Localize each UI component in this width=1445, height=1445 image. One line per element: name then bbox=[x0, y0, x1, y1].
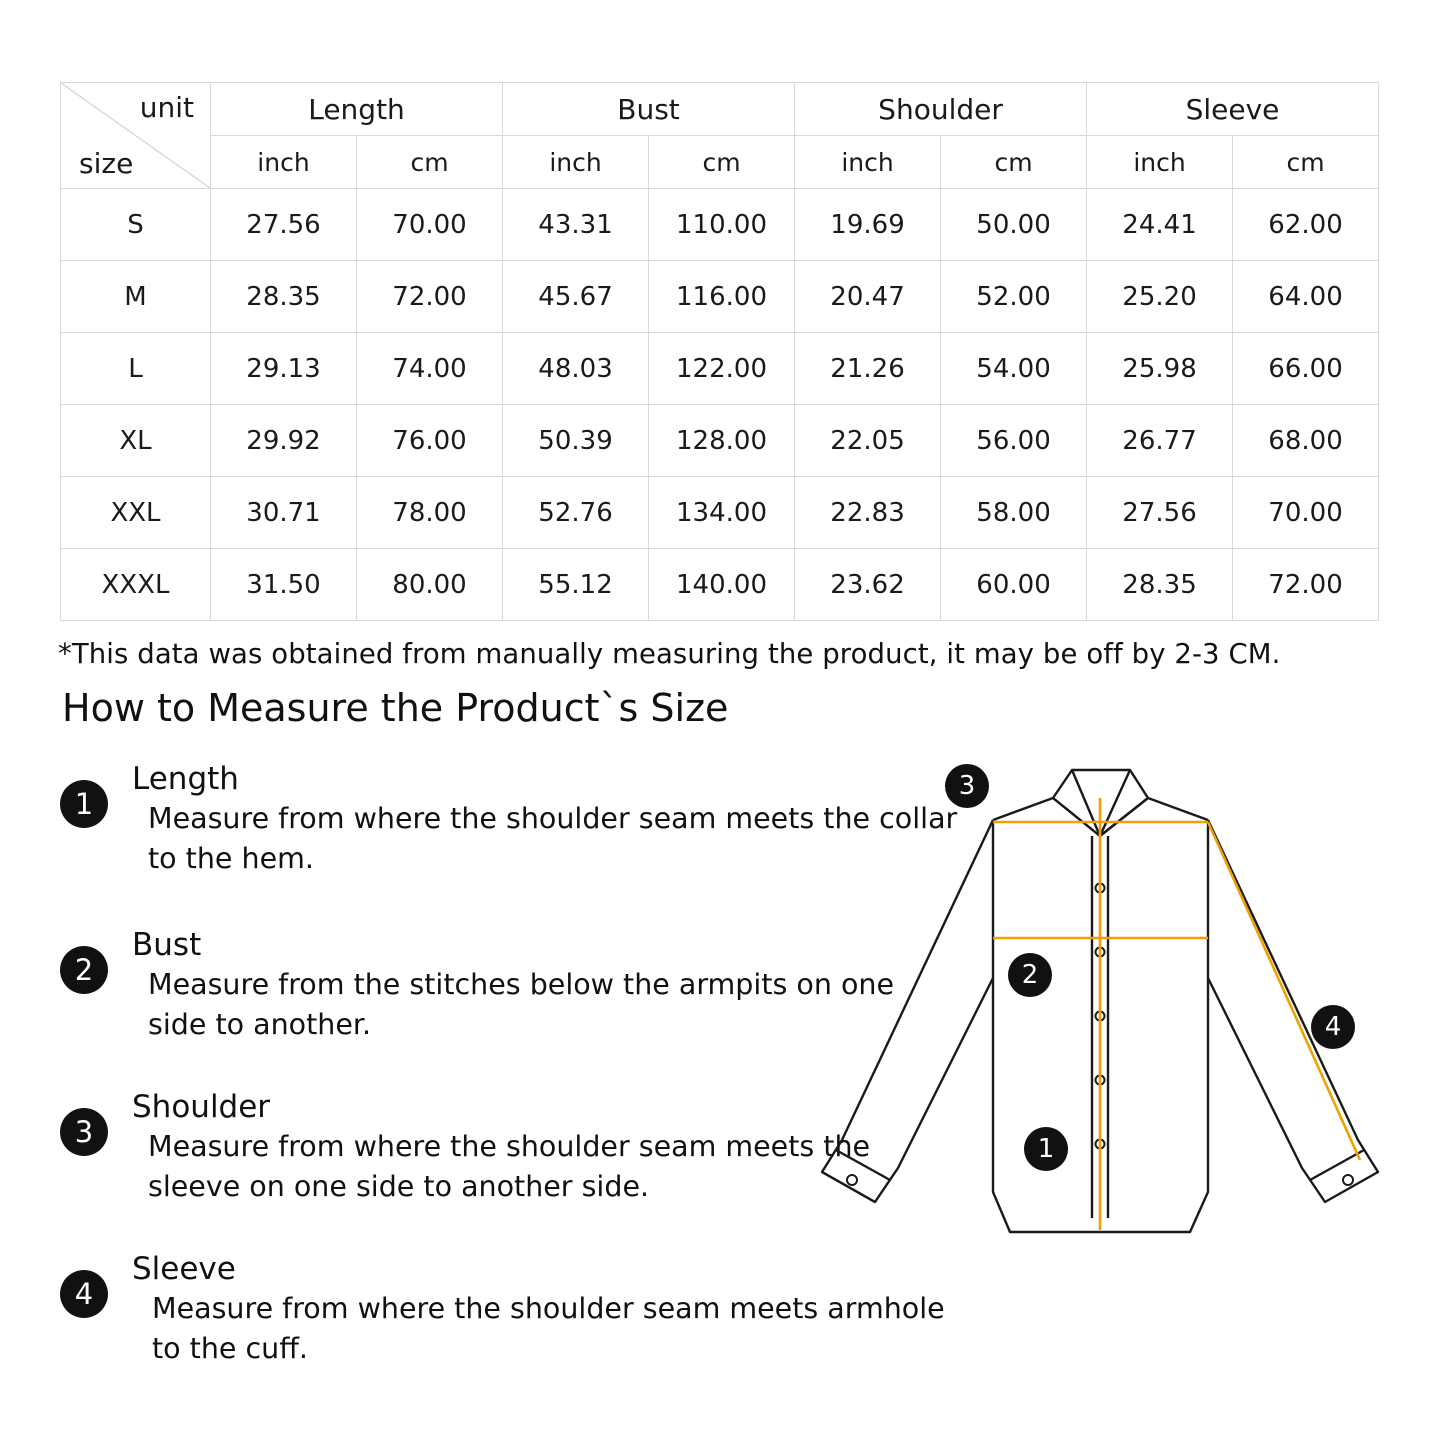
cell: 78.00 bbox=[357, 477, 503, 549]
cell: 140.00 bbox=[649, 549, 795, 621]
cell: 52.00 bbox=[941, 261, 1087, 333]
step-description: Measure from where the shoulder seam meets the collar to the hem. bbox=[148, 802, 958, 876]
row-size-label: XXL bbox=[61, 477, 211, 549]
cell: 30.71 bbox=[211, 477, 357, 549]
step-description: Measure from where the shoulder seam meets armhole to the cuff. bbox=[152, 1291, 945, 1366]
cell: 72.00 bbox=[357, 261, 503, 333]
row-size-label: XL bbox=[61, 405, 211, 477]
cell: 80.00 bbox=[357, 549, 503, 621]
cell: 54.00 bbox=[941, 333, 1087, 405]
table-row bbox=[61, 405, 1379, 477]
subheader-bust-inch: inch bbox=[503, 136, 649, 189]
subheader-sleeve-inch: inch bbox=[1087, 136, 1233, 189]
cell: 25.98 bbox=[1087, 333, 1233, 405]
cell: 55.12 bbox=[503, 549, 649, 621]
step-number-badge: 1 bbox=[60, 780, 108, 828]
subheader-length-inch: inch bbox=[211, 136, 357, 189]
subheader-sleeve-cm: cm bbox=[1233, 136, 1379, 189]
table-subheader-row bbox=[61, 136, 1379, 189]
table-group-header-row bbox=[61, 83, 1379, 136]
step-title: Bust bbox=[132, 926, 202, 963]
cell: 52.76 bbox=[503, 477, 649, 549]
cell: 27.56 bbox=[1087, 477, 1233, 549]
table-row bbox=[61, 477, 1379, 549]
subheader-length-cm: cm bbox=[357, 136, 503, 189]
size-table-container bbox=[60, 82, 1373, 621]
cell: 22.83 bbox=[795, 477, 941, 549]
cell: 22.05 bbox=[795, 405, 941, 477]
cell: 72.00 bbox=[1233, 549, 1379, 621]
diagram-badge-bust: 2 bbox=[1008, 953, 1052, 997]
cell: 70.00 bbox=[1233, 477, 1379, 549]
cell: 122.00 bbox=[649, 333, 795, 405]
cell: 28.35 bbox=[1087, 549, 1233, 621]
cell: 24.41 bbox=[1087, 189, 1233, 261]
cell: 134.00 bbox=[649, 477, 795, 549]
cell: 70.00 bbox=[357, 189, 503, 261]
size-label: size bbox=[79, 147, 134, 180]
row-size-label: XXXL bbox=[61, 549, 211, 621]
table-row bbox=[61, 189, 1379, 261]
subheader-shoulder-cm: cm bbox=[941, 136, 1087, 189]
step-number-badge: 3 bbox=[60, 1108, 108, 1156]
page-title: How to Measure the Product`s Size bbox=[62, 686, 729, 730]
cell: 45.67 bbox=[503, 261, 649, 333]
row-size-label: S bbox=[61, 189, 211, 261]
cell: 43.31 bbox=[503, 189, 649, 261]
size-table bbox=[60, 82, 1379, 621]
step-number-badge: 4 bbox=[60, 1270, 108, 1318]
cell: 62.00 bbox=[1233, 189, 1379, 261]
group-header-sleeve: Sleeve bbox=[1087, 83, 1379, 136]
cell: 76.00 bbox=[357, 405, 503, 477]
step-description: Measure from where the shoulder seam meets the sleeve on one side to another side. bbox=[148, 1129, 871, 1204]
cell: 21.26 bbox=[795, 333, 941, 405]
group-header-bust: Bust bbox=[503, 83, 795, 136]
step-title: Length bbox=[132, 761, 239, 797]
diagram-badge-sleeve: 4 bbox=[1311, 1005, 1355, 1049]
table-row bbox=[61, 333, 1379, 405]
row-size-label: M bbox=[61, 261, 211, 333]
step-title: Sleeve bbox=[132, 1250, 236, 1287]
cell: 26.77 bbox=[1087, 405, 1233, 477]
diagram-badge-length: 1 bbox=[1024, 1127, 1068, 1171]
cell: 116.00 bbox=[649, 261, 795, 333]
cell: 29.92 bbox=[211, 405, 357, 477]
table-row bbox=[61, 549, 1379, 621]
step-title: Shoulder bbox=[132, 1088, 271, 1125]
shirt-diagram bbox=[800, 740, 1400, 1240]
cell: 20.47 bbox=[795, 261, 941, 333]
cell: 128.00 bbox=[649, 405, 795, 477]
cell: 110.00 bbox=[649, 189, 795, 261]
shirt-illustration-icon bbox=[800, 740, 1400, 1240]
unit-label: unit bbox=[139, 91, 194, 124]
cell: 50.00 bbox=[941, 189, 1087, 261]
cell: 50.39 bbox=[503, 405, 649, 477]
cell: 48.03 bbox=[503, 333, 649, 405]
cell: 68.00 bbox=[1233, 405, 1379, 477]
group-header-length: Length bbox=[211, 83, 503, 136]
cell: 31.50 bbox=[211, 549, 357, 621]
cell: 56.00 bbox=[941, 405, 1087, 477]
table-corner-cell bbox=[61, 83, 211, 189]
cell: 23.62 bbox=[795, 549, 941, 621]
measurement-disclaimer: *This data was obtained from manually measuring the product, it may be off by 2-3 CM. bbox=[58, 638, 1281, 670]
cell: 74.00 bbox=[357, 333, 503, 405]
group-header-shoulder: Shoulder bbox=[795, 83, 1087, 136]
cell: 64.00 bbox=[1233, 261, 1379, 333]
cell: 25.20 bbox=[1087, 261, 1233, 333]
step-number-badge: 2 bbox=[60, 946, 108, 994]
cell: 58.00 bbox=[941, 477, 1087, 549]
subheader-shoulder-inch: inch bbox=[795, 136, 941, 189]
step-sleeve bbox=[60, 1252, 960, 1370]
subheader-bust-cm: cm bbox=[649, 136, 795, 189]
cell: 19.69 bbox=[795, 189, 941, 261]
cell: 60.00 bbox=[941, 549, 1087, 621]
row-size-label: L bbox=[61, 333, 211, 405]
cell: 28.35 bbox=[211, 261, 357, 333]
diagram-badge-shoulder: 3 bbox=[945, 764, 989, 808]
step-description: Measure from the stitches below the armpits on one side to another. bbox=[148, 967, 894, 1042]
cell: 27.56 bbox=[211, 189, 357, 261]
cell: 66.00 bbox=[1233, 333, 1379, 405]
cell: 29.13 bbox=[211, 333, 357, 405]
table-row bbox=[61, 261, 1379, 333]
